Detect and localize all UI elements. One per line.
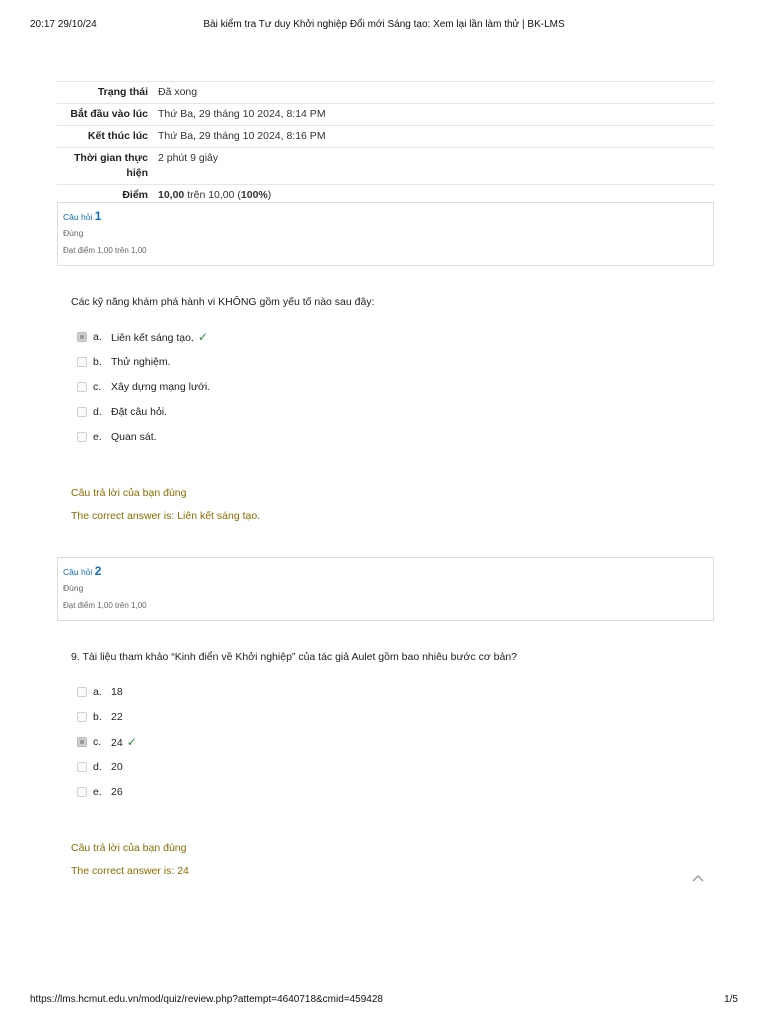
question-2-answers — [77, 686, 477, 811]
grade-score: 10,00 — [158, 189, 185, 201]
question-2-feedback — [71, 841, 671, 878]
answer-text: 24 — [111, 737, 123, 749]
print-header — [0, 19, 768, 33]
question-label: Câu hỏi — [63, 567, 93, 577]
completed-label: Kết thúc lúc — [57, 126, 158, 148]
radio[interactable] — [77, 712, 87, 722]
answer-text: 22 — [111, 711, 123, 723]
grade-percent: 100% — [240, 189, 268, 201]
answer-option-b[interactable] — [77, 356, 477, 381]
radio-checked[interactable] — [77, 737, 87, 747]
summary-row-started — [57, 104, 714, 126]
answer-letter: e. — [93, 786, 102, 798]
feedback-message: Câu trả lời của bạn đúng — [71, 487, 187, 499]
answer-text-wrap — [111, 331, 208, 345]
answer-text: 18 — [111, 686, 123, 698]
radio[interactable] — [77, 407, 87, 417]
radio[interactable] — [77, 762, 87, 772]
answer-text: Quan sát. — [111, 431, 157, 443]
answer-letter: d. — [93, 406, 102, 418]
correct-answer: The correct answer is: 24 — [71, 865, 189, 877]
check-icon: ✓ — [197, 330, 208, 344]
answer-text: 20 — [111, 761, 123, 773]
answer-option-c[interactable] — [77, 736, 477, 761]
time-taken-value: 2 phút 9 giây — [158, 148, 714, 185]
question-state: Đúng — [63, 583, 84, 593]
answer-letter: a. — [93, 331, 102, 343]
started-label: Bắt đầu vào lúc — [57, 104, 158, 126]
question-number-value: 2 — [94, 564, 102, 578]
answer-letter: c. — [93, 736, 102, 748]
question-2-info — [57, 557, 714, 621]
question-grade: Đạt điểm 1,00 trên 1,00 — [63, 601, 147, 610]
radio[interactable] — [77, 787, 87, 797]
answer-option-c[interactable] — [77, 381, 477, 406]
grade-label: Điểm — [57, 185, 158, 207]
answer-letter: b. — [93, 356, 102, 368]
grade-out-of: trên 10,00 ( — [184, 189, 241, 201]
answer-option-e[interactable] — [77, 786, 477, 811]
answer-option-e[interactable] — [77, 431, 477, 456]
answer-text-wrap — [111, 736, 137, 750]
answer-option-d[interactable] — [77, 761, 477, 786]
answer-letter: d. — [93, 761, 102, 773]
summary-row-completed — [57, 126, 714, 148]
summary-row-status — [57, 82, 714, 104]
radio[interactable] — [77, 382, 87, 392]
question-state: Đúng — [63, 228, 84, 238]
status-value: Đã xong — [158, 82, 714, 104]
radio[interactable] — [77, 687, 87, 697]
status-label: Trạng thái — [57, 82, 158, 104]
chevron-up-icon[interactable] — [690, 873, 706, 887]
question-1-text: Các kỹ năng khám phá hành vi KHÔNG gồm yếu tố nào sau đây: — [71, 296, 375, 308]
grade-close: ) — [267, 189, 272, 201]
answer-option-a[interactable] — [77, 686, 477, 711]
correct-answer: The correct answer is: Liên kết sáng tạo. — [71, 510, 261, 522]
print-footer — [0, 994, 768, 1008]
answer-option-d[interactable] — [77, 406, 477, 431]
answer-text: 26 — [111, 786, 123, 798]
question-1-answers — [77, 331, 477, 456]
print-datetime: 20:17 29/10/24 — [30, 19, 97, 30]
answer-text: Thử nghiệm. — [111, 356, 171, 368]
question-2-text: 9. Tài liệu tham khảo “Kinh điển về Khởi nghiệp” của tác giả Aulet gồm bao nhiêu bước cơ bản? — [71, 651, 518, 663]
feedback-message: Câu trả lời của bạn đúng — [71, 842, 187, 854]
page-number: 1/5 — [724, 994, 738, 1005]
question-label: Câu hỏi — [63, 212, 93, 222]
page-title: Bài kiểm tra Tư duy Khởi nghiệp Đổi mới Sáng tạo: Xem lại lần làm thử | BK-LMS — [203, 19, 565, 30]
summary-row-time-taken — [57, 148, 714, 185]
time-taken-label: Thời gian thực hiện — [57, 148, 158, 185]
radio-checked[interactable] — [77, 332, 87, 342]
answer-text: Đặt câu hỏi. — [111, 406, 168, 418]
answer-option-a[interactable] — [77, 331, 477, 356]
answer-letter: b. — [93, 711, 102, 723]
answer-letter: e. — [93, 431, 102, 443]
answer-letter: c. — [93, 381, 102, 393]
answer-text: Liên kết sáng tạo. — [111, 332, 194, 344]
completed-value: Thứ Ba, 29 tháng 10 2024, 8:16 PM — [158, 126, 714, 148]
question-grade: Đạt điểm 1,00 trên 1,00 — [63, 246, 147, 255]
answer-text: Xây dựng mạng lưới. — [111, 381, 211, 393]
question-number — [63, 210, 713, 223]
started-value: Thứ Ba, 29 tháng 10 2024, 8:14 PM — [158, 104, 714, 126]
answer-option-b[interactable] — [77, 711, 477, 736]
page-url: https://lms.hcmut.edu.vn/mod/quiz/review.php?attempt=4640718&cmid=459428 — [30, 994, 383, 1005]
question-1-feedback — [71, 486, 671, 523]
radio[interactable] — [77, 432, 87, 442]
radio[interactable] — [77, 357, 87, 367]
check-icon: ✓ — [126, 735, 137, 749]
question-number-value: 1 — [94, 209, 102, 223]
question-number — [63, 565, 713, 578]
question-1-info — [57, 202, 714, 266]
attempt-summary-table — [57, 81, 714, 207]
answer-letter: a. — [93, 686, 102, 698]
